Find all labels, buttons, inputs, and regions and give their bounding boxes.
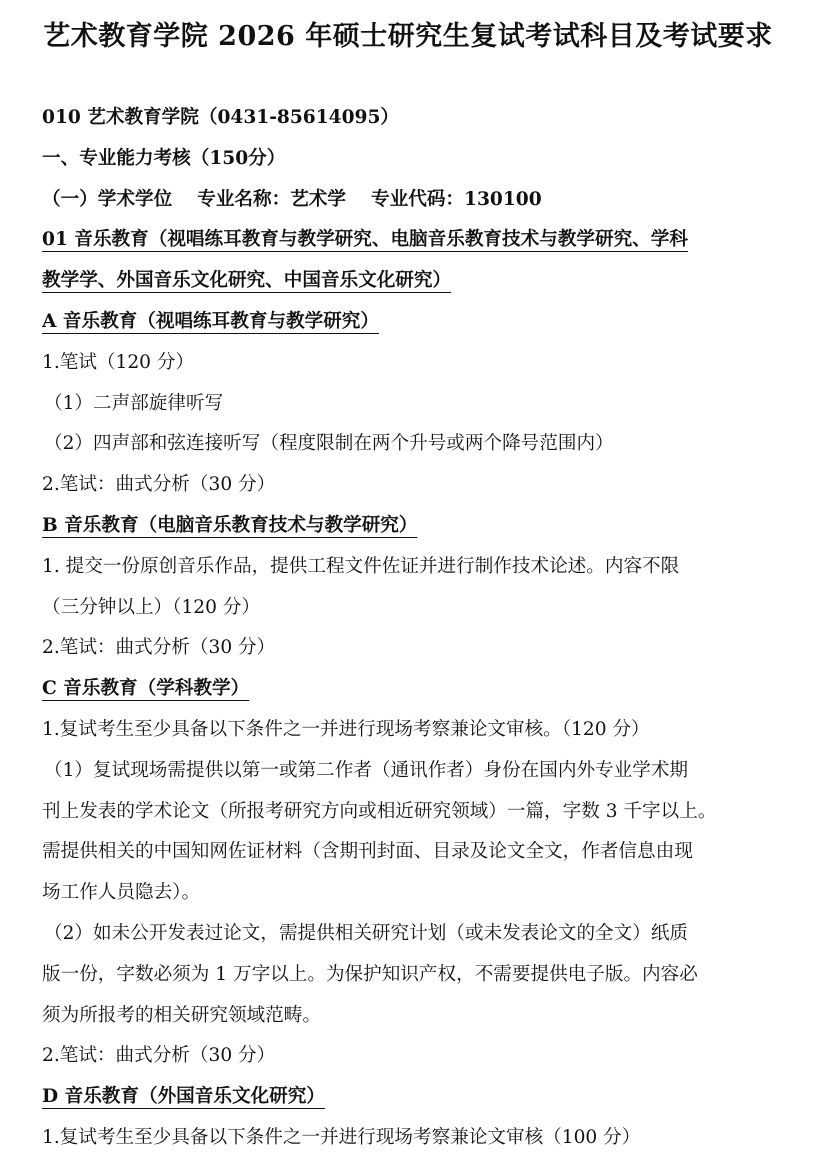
paragraph-line: 2.笔试：曲式分析（30 分） <box>42 474 276 496</box>
document-body <box>42 98 782 1159</box>
direction-a-text: A 音乐教育（视唱练耳教育与教学研究） <box>42 310 379 332</box>
direction-d-text: D 音乐教育（外国音乐文化研究） <box>42 1086 325 1108</box>
paragraph-line: 2.笔试：曲式分析（30 分） <box>42 637 276 659</box>
section-heading: 一、专业能力考核（150分） <box>42 147 286 169</box>
direction-c-heading <box>42 669 782 710</box>
paragraph-line: 场工作人员隐去）。 <box>42 882 201 904</box>
paragraph-line: 1.复试考生至少具备以下条件之一并进行现场考察兼论文审核。（120 分） <box>42 718 650 740</box>
direction-b-text: B 音乐教育（电脑音乐教育技术与教学研究） <box>42 514 418 536</box>
direction-a-heading <box>42 302 782 343</box>
document-title: 艺术教育学院 2026 年硕士研究生复试考试科目及考试要求 <box>43 21 773 52</box>
direction-b-heading <box>42 506 782 547</box>
paragraph-line: 须为所报考的相关研究领域范畴。 <box>42 1004 321 1026</box>
paragraph-line: （三分钟以上）（120 分） <box>42 596 261 618</box>
direction-d-heading <box>42 1077 782 1118</box>
paragraph-line: （2）四声部和弦连接听写（程度限制在两个升号或两个降号范围内） <box>44 433 614 455</box>
paragraph-line: 1. 提交一份原创音乐作品，提供工程文件佐证并进行制作技术论述。内容不限 <box>42 555 680 577</box>
department-line: 010 艺术教育学院（0431-85614095） <box>42 107 400 128</box>
paragraph-line: 1.复试考生至少具备以下条件之一并进行现场考察兼论文审核（100 分） <box>42 1126 641 1148</box>
degree-type-line: （一）学术学位 专业名称：艺术学 专业代码：130100 <box>42 188 542 210</box>
paragraph-line: （1）二声部旋律听写 <box>44 392 224 414</box>
major-heading-line-1 <box>42 220 782 261</box>
paragraph-line: 2.笔试：曲式分析（30 分） <box>42 1045 276 1067</box>
paragraph-line: 版一份，字数必须为 1 万字以上。为保护知识产权，不需要提供电子版。内容必 <box>42 963 698 985</box>
paragraph-line: （1）复试现场需提供以第一或第二作者（通讯作者）身份在国内外专业学术期 <box>44 759 689 781</box>
paragraph-line: 刊上发表的学术论文（所报考研究方向或相近研究领域）一篇，字数 3 千字以上。 <box>42 800 717 822</box>
direction-c-text: C 音乐教育（学科教学） <box>42 678 250 700</box>
paragraph-line: 需提供相关的中国知网佐证材料（含期刊封面、目录及论文全文，作者信息由现 <box>42 841 693 863</box>
paragraph-line: 1.笔试（120 分） <box>42 351 195 373</box>
major-heading-text-1: 01 音乐教育（视唱练耳教育与教学研究、电脑音乐教育技术与教学研究、学科 <box>42 229 688 251</box>
major-heading-text-2: 教学学、外国音乐文化研究、中国音乐文化研究） <box>42 270 452 292</box>
paragraph-line: （2）如未公开发表过论文，需提供相关研究计划（或未发表论文的全文）纸质 <box>44 922 689 944</box>
major-heading-line-2 <box>42 261 782 302</box>
